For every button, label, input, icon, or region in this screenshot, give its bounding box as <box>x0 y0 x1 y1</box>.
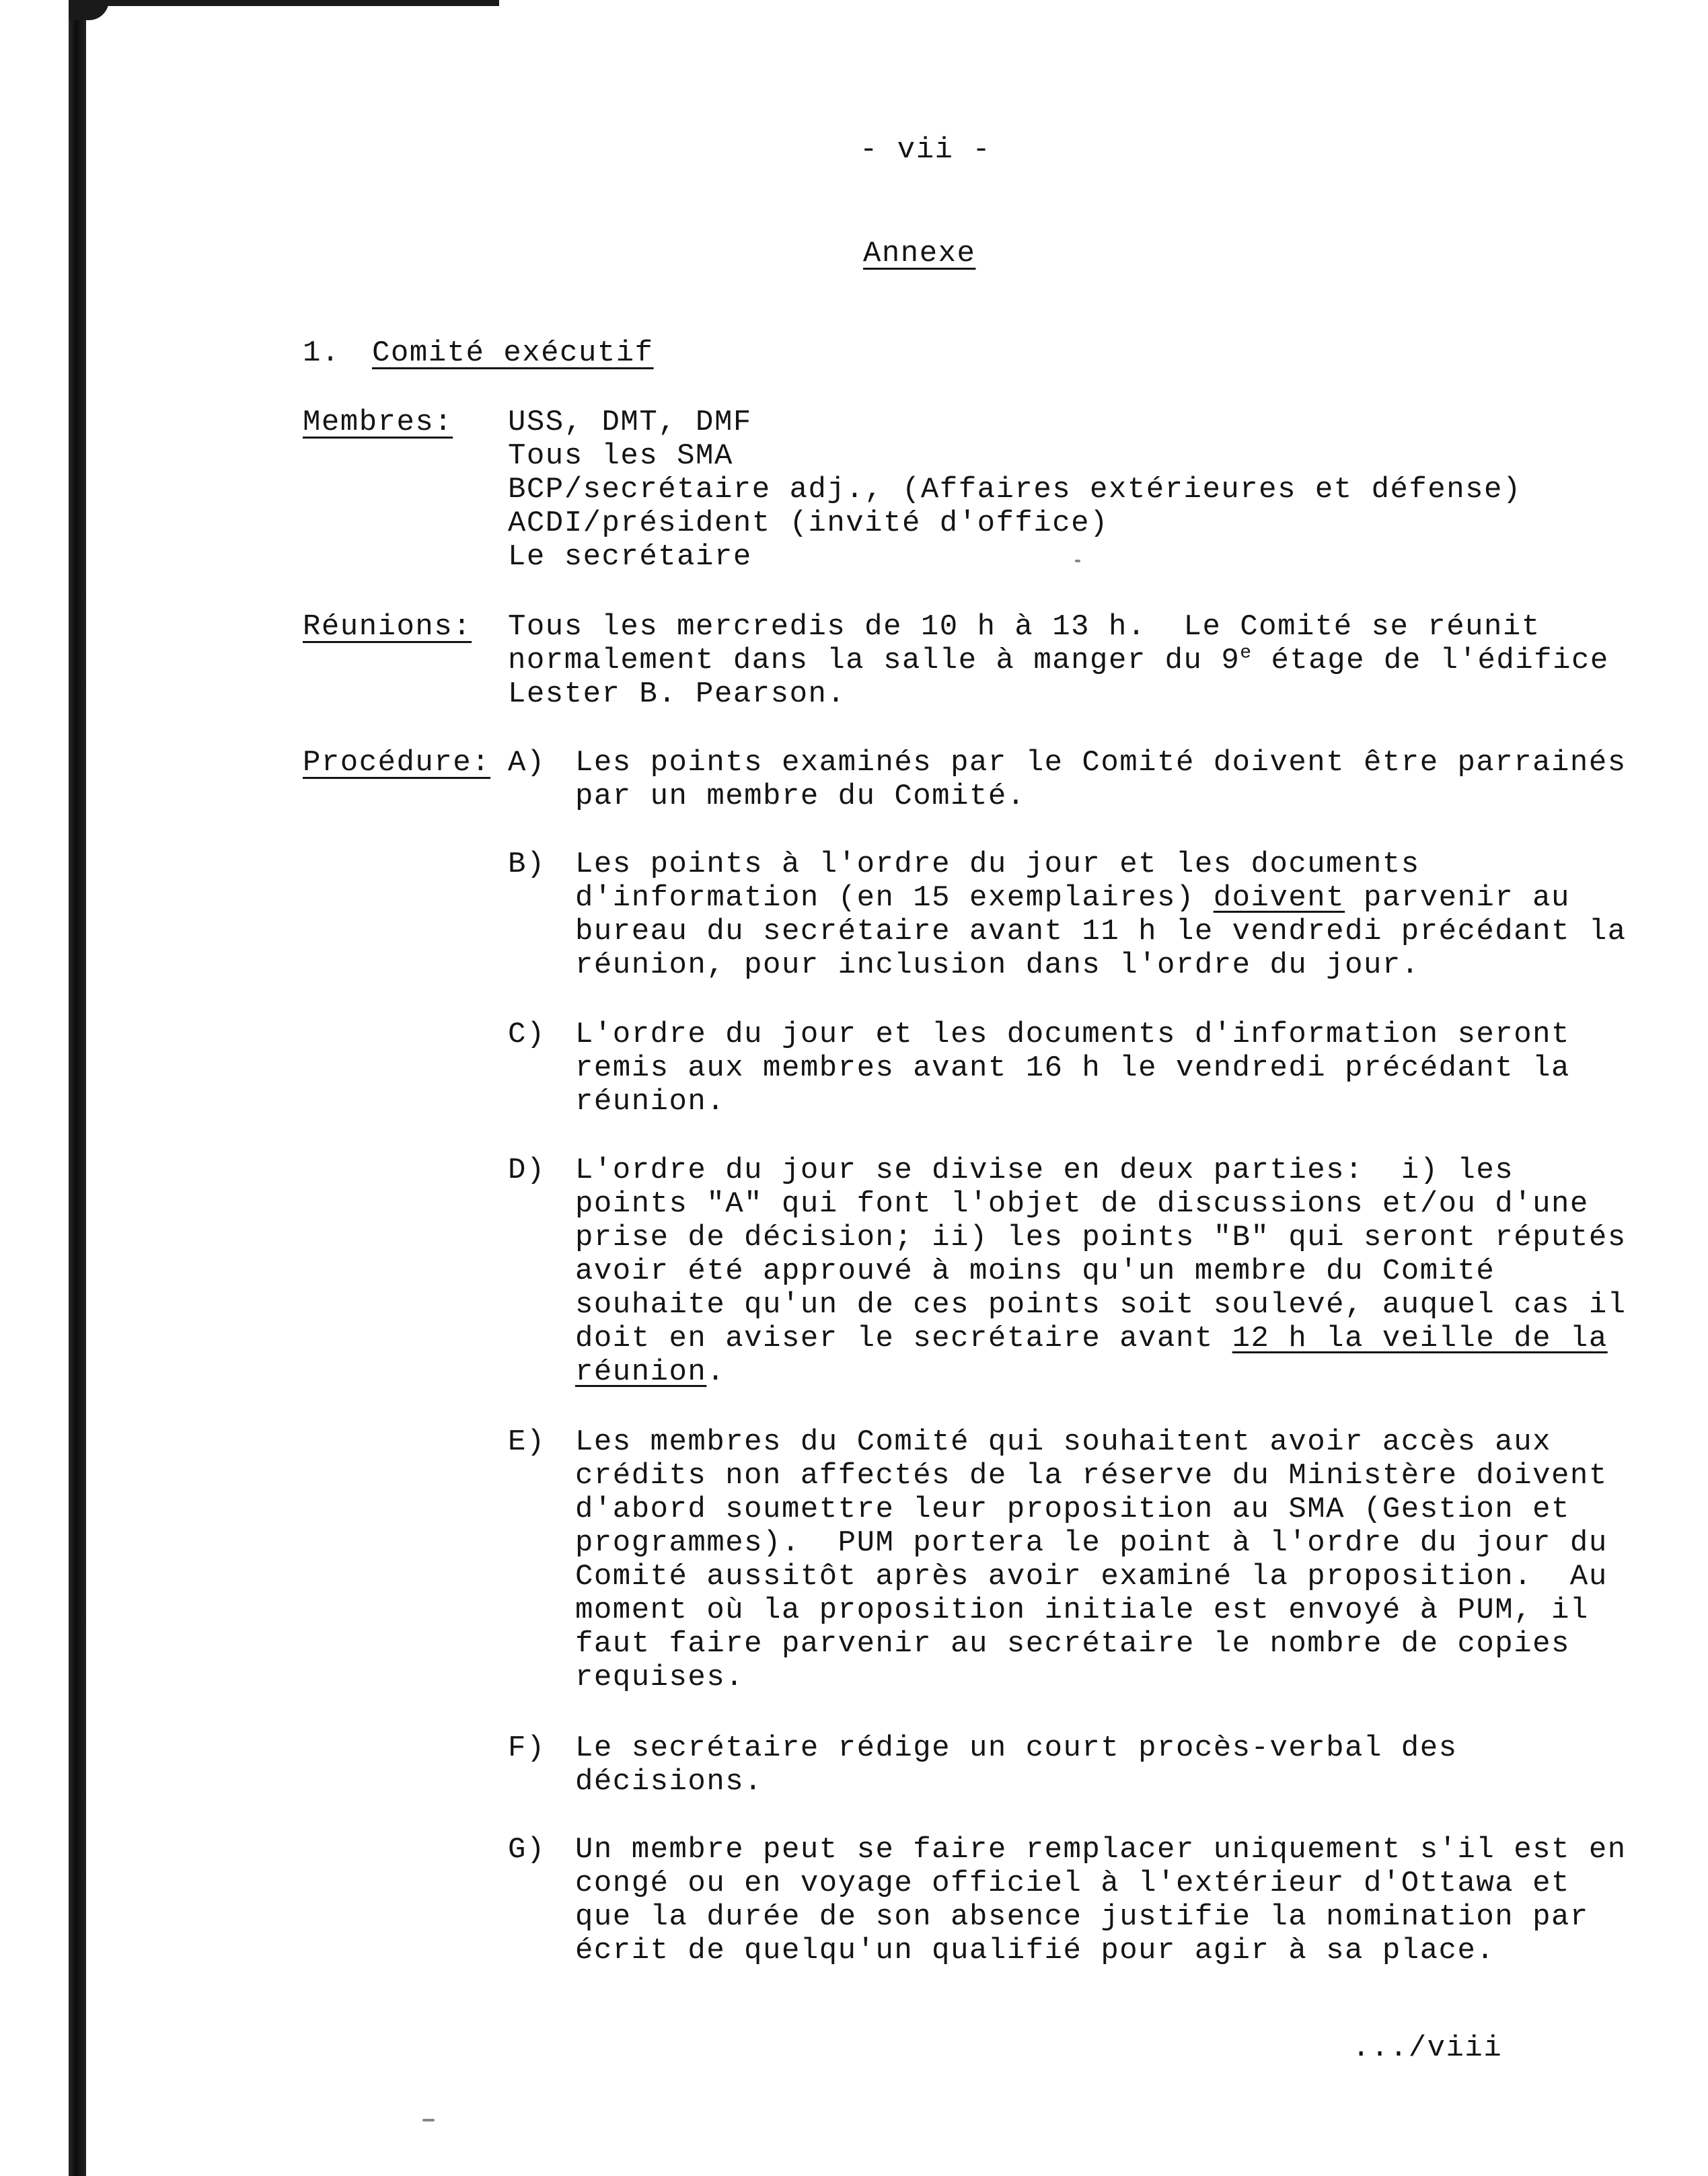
item-letter-a: A) <box>508 746 546 780</box>
member-line: Tous les SMA <box>508 439 733 473</box>
item-line: écrit de quelqu'un qualifié pour agir à sa place. <box>575 1934 1495 1967</box>
item-line-text: . <box>706 1355 726 1389</box>
top-edge-rule <box>69 0 499 6</box>
item-line: Un membre peut se faire remplacer uniquement s'il est en <box>575 1833 1627 1867</box>
item-line: remis aux membres avant 16 h le vendredi précédant la <box>575 1051 1570 1085</box>
page-number: - vii - <box>860 133 992 167</box>
member-line: ACDI/président (invité d'office) <box>508 507 1109 540</box>
item-line: moment où la proposition initiale est envoyé à PUM, il <box>575 1593 1589 1627</box>
procedure-item-a <box>575 746 1627 813</box>
item-line-text: parvenir au <box>1345 881 1570 915</box>
item-letter-e: E) <box>508 1425 546 1459</box>
procedure-item-g <box>575 1833 1627 1967</box>
procedure-item-f <box>575 1731 1458 1799</box>
member-line: BCP/secrétaire adj., (Affaires extérieures et défense) <box>508 473 1522 507</box>
item-line: Les points examinés par le Comité doivent être parrainés <box>575 746 1627 780</box>
item-line: par un membre du Comité. <box>575 780 1026 813</box>
item-letter-c: C) <box>508 1018 546 1051</box>
item-line <box>575 1355 1627 1389</box>
item-line: réunion, pour inclusion dans l'ordre du jour. <box>575 948 1420 982</box>
procedure-item-b <box>575 848 1627 982</box>
procedure-item-e <box>575 1425 1608 1694</box>
underlined-emphasis: doivent <box>1213 881 1345 915</box>
membres-list <box>508 406 1522 574</box>
top-edge-corner <box>69 0 109 20</box>
item-line: faut faire parvenir au secrétaire le nombre de copies <box>575 1627 1570 1661</box>
reunions-line-text: étage de l'édifice <box>1252 644 1609 677</box>
binding-edge <box>69 0 86 2176</box>
ordinal-superscript: e <box>1240 642 1253 664</box>
item-line: avoir été approuvé à moins qu'un membre du Comité <box>575 1254 1495 1288</box>
item-line: requises. <box>575 1661 745 1694</box>
reunions-text <box>508 610 1609 711</box>
continuation-marker: .../viii <box>1352 2031 1503 2065</box>
item-line: programmes). PUM portera le point à l'ordre du jour du <box>575 1526 1608 1560</box>
item-line: prise de décision; ii) les points "B" qui seront réputés <box>575 1221 1627 1254</box>
item-line: décisions. <box>575 1765 764 1799</box>
reunions-line: Lester B. Pearson. <box>508 677 846 711</box>
section-number: 1. <box>303 336 340 370</box>
membres-label: Membres: <box>303 406 453 439</box>
item-line: points "A" qui font l'objet de discussions et/ou d'une <box>575 1187 1589 1221</box>
item-line: souhaite qu'un de ces points soit soulevé, auquel cas il <box>575 1288 1627 1322</box>
item-line: Le secrétaire rédige un court procès-verbal des <box>575 1731 1458 1765</box>
reunions-line <box>508 644 1609 677</box>
item-line-text: doit en aviser le secrétaire avant <box>575 1322 1232 1355</box>
item-line: que la durée de son absence justifie la nomination par <box>575 1900 1589 1934</box>
item-line: bureau du secrétaire avant 11 h le vendredi précédant la <box>575 915 1627 948</box>
item-line: Les points à l'ordre du jour et les documents <box>575 848 1420 881</box>
procedure-item-d <box>575 1154 1627 1389</box>
member-line: USS, DMT, DMF <box>508 406 752 439</box>
underlined-emphasis: réunion <box>575 1355 707 1389</box>
item-letter-b: B) <box>508 848 546 881</box>
item-line: d'abord soumettre leur proposition au SMA (Gestion et <box>575 1493 1570 1526</box>
reunions-line-text: normalement dans la salle à manger du 9 <box>508 644 1240 677</box>
underlined-emphasis: 12 h la veille de la <box>1232 1322 1608 1355</box>
member-line: Le secrétaire <box>508 540 752 574</box>
page-title: Annexe <box>863 237 976 270</box>
item-letter-g: G) <box>508 1833 546 1867</box>
item-line: L'ordre du jour et les documents d'information seront <box>575 1018 1570 1051</box>
procedure-item-c <box>575 1018 1570 1119</box>
reunions-label: Réunions: <box>303 610 472 644</box>
item-letter-d: D) <box>508 1154 546 1187</box>
item-letter-f: F) <box>508 1731 546 1765</box>
item-line: congé ou en voyage officiel à l'extérieur d'Ottawa et <box>575 1867 1570 1900</box>
procedure-label: Procédure: <box>303 746 491 780</box>
item-line <box>575 1322 1627 1355</box>
item-line: Comité aussitôt après avoir examiné la proposition. Au <box>575 1560 1608 1593</box>
scan-speck <box>422 2119 435 2122</box>
item-line-text: d'information (en 15 exemplaires) <box>575 881 1214 915</box>
item-line: L'ordre du jour se divise en deux parties: i) les <box>575 1154 1514 1187</box>
item-line: réunion. <box>575 1085 726 1119</box>
item-line: crédits non affectés de la réserve du Ministère doivent <box>575 1459 1608 1493</box>
reunions-line: Tous les mercredis de 10 h à 13 h. Le Comité se réunit <box>508 610 1540 644</box>
section-heading: Comité exécutif <box>372 336 654 370</box>
item-line <box>575 881 1627 915</box>
item-line: Les membres du Comité qui souhaitent avoir accès aux <box>575 1425 1552 1459</box>
